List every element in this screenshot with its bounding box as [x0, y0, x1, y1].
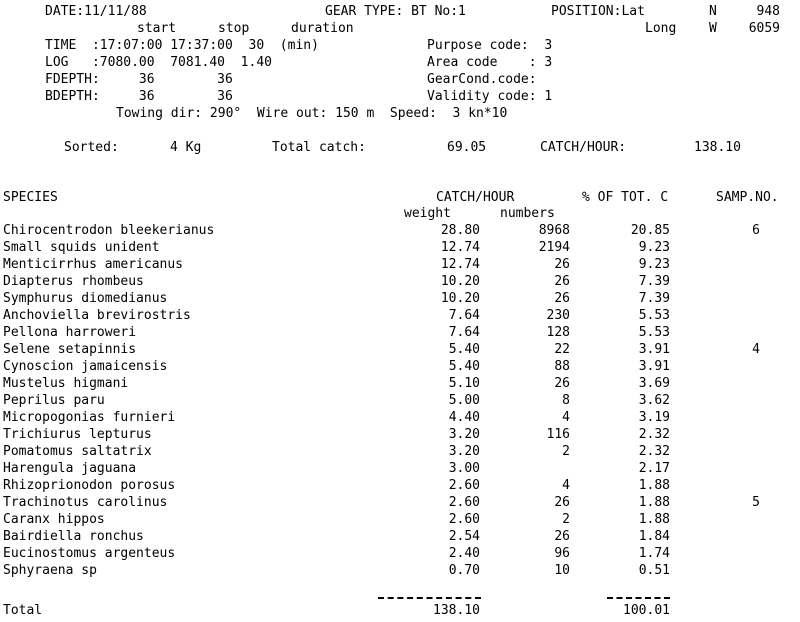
species-name: Cynoscion jamaicensis	[3, 359, 168, 374]
catch-weight: 28.80	[440, 223, 480, 238]
catch-numbers: 8	[562, 393, 570, 408]
fdepth-row: FDEPTH: 36 36	[45, 72, 233, 87]
col-start: start	[137, 21, 177, 36]
percent-of-total: 3.91	[638, 342, 670, 357]
catch-weight: 5.40	[448, 342, 480, 357]
species-name: Small squids unident	[3, 240, 160, 255]
catch-numbers: 8968	[538, 223, 570, 238]
percent-of-total: 9.23	[638, 240, 670, 255]
catch-weight: 0.70	[448, 563, 480, 578]
weight-total-rule	[378, 597, 481, 599]
percent-of-total: 3.62	[638, 393, 670, 408]
catch-numbers: 128	[546, 325, 570, 340]
species-name: Symphurus diomedianus	[3, 291, 168, 306]
catch-per-hour-label: CATCH/HOUR:	[540, 140, 627, 155]
catch-numbers: 22	[554, 342, 570, 357]
species-header: SPECIES	[3, 190, 58, 205]
catch-weight: 2.60	[448, 495, 480, 510]
pct-total-header: % OF TOT. C	[582, 190, 669, 205]
species-name: Micropogonias furnieri	[3, 410, 176, 425]
catch-numbers: 26	[554, 274, 570, 289]
species-name: Peprilus paru	[3, 393, 105, 408]
species-name: Trichiurus lepturus	[3, 427, 152, 442]
catch-weight: 7.64	[448, 308, 480, 323]
total-catch-label: Total catch:	[272, 140, 366, 155]
catch-numbers: 4	[562, 478, 570, 493]
total-catch-value: 69.05	[447, 140, 487, 155]
species-name: Eucinostomus argenteus	[3, 546, 176, 561]
catch-numbers: 26	[554, 257, 570, 272]
percent-of-total: 1.88	[638, 512, 670, 527]
catch-weight: 4.40	[448, 410, 480, 425]
weight-header: weight	[404, 206, 451, 221]
catch-numbers: 10	[554, 563, 570, 578]
percent-of-total: 5.53	[638, 308, 670, 323]
catch-numbers: 26	[554, 529, 570, 544]
sample-number: 4	[752, 342, 760, 357]
lat-value: 948	[756, 4, 780, 19]
catch-weight: 3.00	[448, 461, 480, 476]
total-weight: 138.10	[433, 603, 480, 618]
species-name: Selene setapinnis	[3, 342, 137, 357]
position-label: POSITION:Lat	[551, 4, 645, 19]
sample-number: 5	[752, 495, 760, 510]
catch-numbers: 2	[562, 444, 570, 459]
total-percent: 100.01	[623, 603, 670, 618]
sample-number-header: SAMP.NO.	[716, 190, 779, 205]
percent-of-total: 1.74	[638, 546, 670, 561]
catch-numbers: 2	[562, 512, 570, 527]
percent-of-total: 1.88	[638, 478, 670, 493]
percent-of-total: 7.39	[638, 291, 670, 306]
percent-of-total: 3.19	[638, 410, 670, 425]
long-label: Long	[645, 21, 677, 36]
time-row: TIME :17:07:00 17:37:00 30 (min)	[45, 38, 319, 53]
species-name: Pellona harroweri	[3, 325, 137, 340]
percent-of-total: 9.23	[638, 257, 670, 272]
catch-weight: 2.60	[448, 512, 480, 527]
species-name: Mustelus higmani	[3, 376, 129, 391]
sample-number: 6	[752, 223, 760, 238]
total-label: Total	[3, 603, 43, 618]
species-name: Trachinotus carolinus	[3, 495, 168, 510]
lat-hemisphere: N	[709, 4, 717, 19]
species-name: Chirocentrodon bleekerianus	[3, 223, 215, 238]
catch-weight: 2.60	[448, 478, 480, 493]
date: DATE:11/11/88	[45, 4, 147, 19]
long-hemisphere: W	[709, 21, 717, 36]
percent-of-total: 1.88	[638, 495, 670, 510]
log-row: LOG :7080.00 7081.40 1.40	[45, 55, 272, 70]
species-name: Caranx hippos	[3, 512, 105, 527]
catch-numbers: 96	[554, 546, 570, 561]
percent-of-total: 1.84	[638, 529, 670, 544]
percent-of-total: 5.53	[638, 325, 670, 340]
percent-of-total: 3.91	[638, 359, 670, 374]
catch-weight: 2.40	[448, 546, 480, 561]
percent-of-total: 2.17	[638, 461, 670, 476]
catch-weight: 5.10	[448, 376, 480, 391]
species-name: Rhizoprionodon porosus	[3, 478, 176, 493]
species-name: Harengula jaguana	[3, 461, 137, 476]
species-name: Sphyraena sp	[3, 563, 97, 578]
gear-type: GEAR TYPE: BT No:1	[325, 4, 466, 19]
towing-info: Towing dir: 290° Wire out: 150 m Speed: 3 kn*10	[116, 106, 508, 121]
catch-weight: 12.74	[440, 240, 480, 255]
catch-weight: 12.74	[440, 257, 480, 272]
long-value: 6059	[748, 21, 780, 36]
area-code: Area code : 3	[427, 55, 553, 70]
percent-of-total: 0.51	[638, 563, 670, 578]
catch-hour-header: CATCH/HOUR	[436, 190, 515, 205]
sorted-label: Sorted:	[64, 140, 119, 155]
gearcond-code: GearCond.code:	[427, 72, 537, 87]
catch-weight: 3.20	[448, 427, 480, 442]
catch-per-hour-value: 138.10	[694, 140, 741, 155]
species-name: Menticirrhus americanus	[3, 257, 184, 272]
sorted-value: 4 Kg	[170, 140, 202, 155]
col-duration: duration	[291, 21, 354, 36]
catch-numbers: 4	[562, 410, 570, 425]
catch-weight: 5.40	[448, 359, 480, 374]
percent-of-total: 3.69	[638, 376, 670, 391]
percent-of-total: 20.85	[630, 223, 670, 238]
catch-weight: 10.20	[440, 291, 480, 306]
catch-weight: 3.20	[448, 444, 480, 459]
species-name: Anchoviella brevirostris	[3, 308, 191, 323]
validity-code: Validity code: 1	[427, 89, 553, 104]
species-name: Pomatomus saltatrix	[3, 444, 152, 459]
catch-numbers: 26	[554, 376, 570, 391]
pct-total-rule	[607, 597, 670, 599]
percent-of-total: 2.32	[638, 444, 670, 459]
catch-weight: 2.54	[448, 529, 480, 544]
numbers-header: numbers	[500, 206, 555, 221]
catch-numbers: 2194	[538, 240, 570, 255]
catch-weight: 7.64	[448, 325, 480, 340]
catch-weight: 10.20	[440, 274, 480, 289]
catch-numbers: 230	[546, 308, 570, 323]
catch-numbers: 116	[546, 427, 570, 442]
catch-numbers: 26	[554, 495, 570, 510]
catch-numbers: 26	[554, 291, 570, 306]
purpose-code: Purpose code: 3	[427, 38, 553, 53]
col-stop: stop	[218, 21, 250, 36]
percent-of-total: 7.39	[638, 274, 670, 289]
bdepth-row: BDEPTH: 36 36	[45, 89, 233, 104]
percent-of-total: 2.32	[638, 427, 670, 442]
catch-numbers: 88	[554, 359, 570, 374]
catch-weight: 5.00	[448, 393, 480, 408]
species-name: Bairdiella ronchus	[3, 529, 144, 544]
species-name: Diapterus rhombeus	[3, 274, 144, 289]
